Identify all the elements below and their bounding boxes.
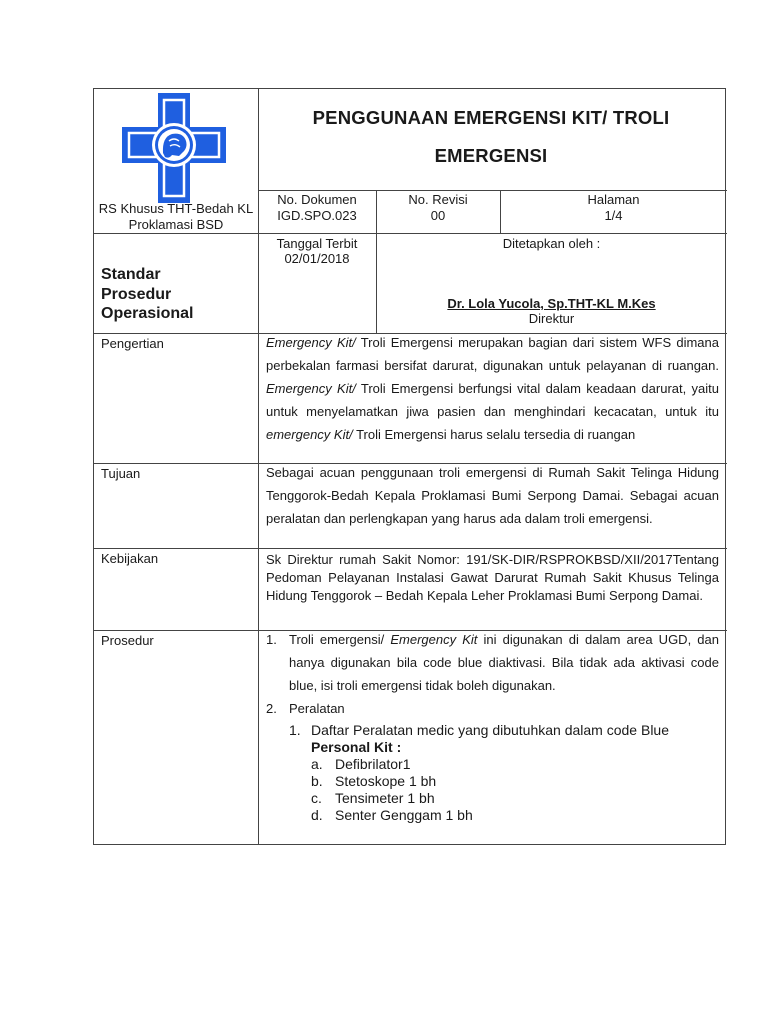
document-title: PENGGUNAAN EMERGENSI KIT/ TROLI EMERGENSI: [312, 107, 670, 166]
list-item: 1. Troli emergensi/ Emergency Kit ini digunakan di dalam area UGD, dan hanya digunakan bila code blue diaktivasi. Bila tidak ada aktivasi code blue, isi troli emergensi tidak boleh digunakan.: [266, 632, 719, 693]
divider: [258, 190, 727, 191]
page-value: 1/4: [604, 208, 623, 223]
tujuan-label: Tujuan: [101, 466, 141, 481]
prosedur-content: [259, 628, 719, 824]
pengertian-text: Emergency Kit/ Troli Emergensi merupakan bagian dari sistem WFS dimana perbekalan farmasi bersifat darurat, digunakan untuk pelayanan di ruangan. Emergency Kit/ Troli Emergensi berfungsi vital dalam keadaan darurat, yaitu untuk menyelamatkan jiwa pasien dan menghindari kecacatan, untuk itu emergency Kit/ Troli Emergensi harus selalu tersedia di ruangan: [266, 335, 719, 442]
divider: [94, 233, 727, 234]
signer-name: Dr. Lola Yucola, Sp.THT-KL M.Kes: [447, 296, 656, 311]
tujuan-text: Sebagai acuan penggunaan troli emergensi di Rumah Sakit Telinga Hidung Tenggorok-Bedah Kepala Proklamasi Bumi Serpong Damai. Sebagai acuan peralatan dan perlengkapan yang harus ada dalam troli emergensi.: [266, 465, 719, 526]
kit-items: [311, 756, 719, 824]
personal-kit: [289, 739, 719, 824]
prosedur-label: Prosedur: [101, 633, 154, 648]
list-item: c. Tensimeter 1 bh: [311, 790, 435, 806]
doc-number-value: IGD.SPO.023: [277, 208, 357, 223]
revision-value: 00: [430, 208, 446, 223]
personal-kit-title: Personal Kit :: [311, 739, 402, 755]
divider: [94, 548, 727, 549]
list-item: 1. Daftar Peralatan medic yang dibutuhkan dalam code Blue: [289, 722, 669, 738]
list-item: b. Stetoskope 1 bh: [311, 773, 437, 789]
list-item: 2. Peralatan: [266, 701, 345, 716]
revision-label: No. Revisi: [408, 192, 468, 207]
page-label: Halaman: [587, 192, 640, 207]
peralatan-list: [259, 721, 719, 824]
hospital-logo: [122, 93, 226, 203]
doc-number-label: No. Dokumen: [277, 192, 357, 207]
issue-date-value: 02/01/2018: [284, 251, 350, 266]
signer-role: Direktur: [528, 311, 575, 326]
pengertian-label: Pengertian: [101, 336, 164, 351]
sop-document: [93, 88, 726, 845]
hospital-name: RS Khusus THT-Bedah KL Proklamasi BSD: [98, 201, 254, 232]
list-item: a. Defibrilator1: [311, 756, 411, 772]
kebijakan-text: Sk Direktur rumah Sakit Nomor: 191/SK-DIR/RSPROKBSD/XII/2017Tentang Pedoman Pelayanan Instalasi Gawat Darurat Rumah Sakit Khusus Telinga Hidung Tenggorok – Bedah Kepala Leher Proklamasi Bumi Serpong Damai.: [266, 552, 719, 603]
list-item: d. Senter Genggam 1 bh: [311, 807, 473, 823]
approved-by-label: Ditetapkan oleh :: [502, 236, 601, 251]
kebijakan-label: Kebijakan: [101, 551, 159, 566]
issue-date-label: Tanggal Terbit: [276, 236, 358, 251]
sop-label: Standar Prosedur Operasional: [101, 266, 194, 322]
